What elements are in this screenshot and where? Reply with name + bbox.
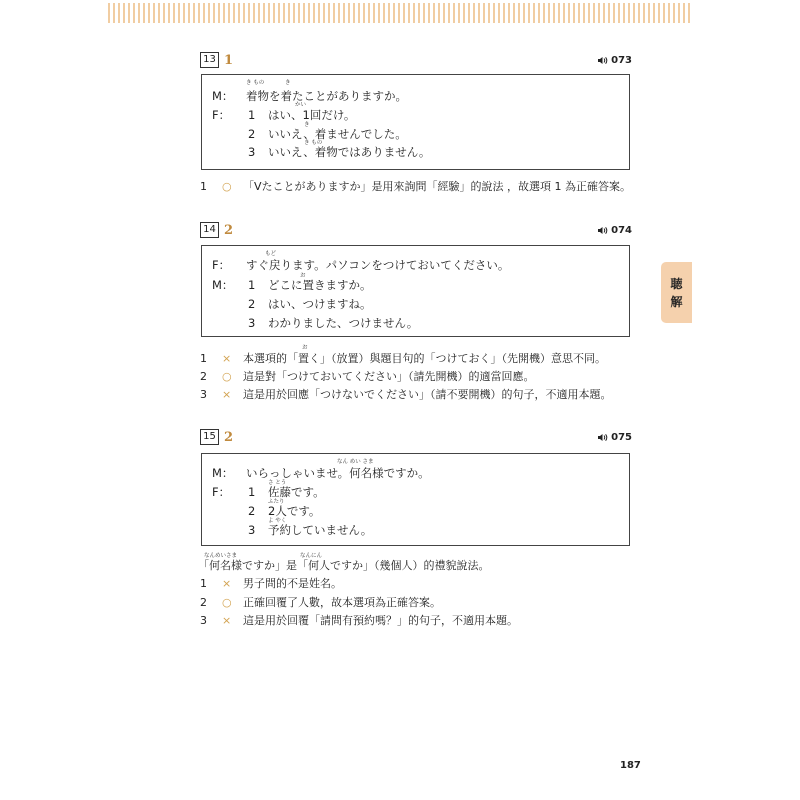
- dialogue-box-13: [201, 74, 630, 170]
- explanation-number: 1: [200, 577, 207, 590]
- explanation-text: 這是用於回覆「請問有預約嗎？」的句子，不適用本題。: [243, 614, 518, 627]
- furigana: なん めい さま: [337, 459, 374, 465]
- furigana: かい: [295, 102, 307, 108]
- explanation-text: 「Vたことがありますか」是用來詢問「經驗」的說法 ，故選項 1 為正確答案。: [243, 180, 632, 193]
- explanation-number: 2: [200, 370, 207, 383]
- dialogue-line: いらっしゃいませ。何名様ですか。: [246, 466, 430, 480]
- speaker-label: M：: [212, 466, 234, 480]
- side-tab-char: 解: [670, 294, 683, 309]
- dialogue-line: どこに置きますか。: [268, 278, 372, 292]
- section-side-tab[interactable]: [661, 262, 692, 323]
- explanation-intro: 「何名様ですか」是「何人ですか」（幾個人）的禮貌說法。: [198, 559, 490, 572]
- speaker-icon: [598, 56, 608, 65]
- option-number: 3: [248, 316, 256, 330]
- option-number: 2: [248, 504, 256, 518]
- explanation-text: 這是對「つけておいてください」（請先開機）的適當回應。: [243, 370, 535, 383]
- answer-number: 2: [224, 429, 234, 445]
- explanation-number: 1: [200, 352, 207, 365]
- speaker-label: F：: [212, 258, 231, 272]
- furigana: なんにん: [300, 553, 323, 559]
- audio-track-number: 074: [611, 224, 632, 236]
- explanation-number: 3: [200, 614, 207, 627]
- audio-track[interactable]: [598, 55, 632, 66]
- option-number: 2: [248, 127, 256, 141]
- dialogue-line: 着物を着たことがありますか。: [246, 89, 407, 103]
- explanation-text: 這是用於回應「つけないでください」（請不要開機）的句子，不適用本題。: [243, 388, 612, 401]
- dialogue-line: すぐ戻ります。パソコンをつけておいてください。: [246, 258, 510, 272]
- furigana: ふたり: [268, 499, 285, 505]
- answer-number: 1: [224, 52, 234, 68]
- furigana: もど: [265, 251, 277, 257]
- page-number: 187: [620, 760, 641, 771]
- dialogue-line: いいえ、着物ではありません。: [268, 145, 431, 159]
- option-number: 1: [248, 108, 256, 122]
- audio-track[interactable]: [598, 225, 632, 236]
- option-number: 2: [248, 297, 256, 311]
- speaker-icon: [598, 226, 608, 235]
- speaker-label: M：: [212, 89, 234, 103]
- speaker-label: F：: [212, 485, 231, 499]
- audio-track-number: 073: [611, 54, 632, 66]
- top-decorative-stripe: [108, 3, 692, 23]
- dialogue-line: いいえ、着ませんでした。: [268, 127, 407, 141]
- audio-track-number: 075: [611, 431, 632, 443]
- audio-track[interactable]: [598, 432, 632, 443]
- correct-mark: ○: [222, 596, 232, 609]
- wrong-mark: ×: [222, 388, 232, 401]
- explanation-number: 3: [200, 388, 207, 401]
- question-13-header: [200, 50, 632, 70]
- furigana: なんめいさま: [204, 553, 238, 559]
- furigana: き もの: [246, 80, 265, 86]
- dialogue-line: はい、つけますね。: [268, 297, 372, 311]
- option-number: 1: [248, 278, 256, 292]
- speaker-label: M：: [212, 278, 234, 292]
- side-tab-char: 聴: [670, 276, 683, 291]
- correct-mark: ○: [222, 180, 232, 193]
- question-number: 15: [200, 429, 219, 445]
- dialogue-box-14: [201, 245, 630, 337]
- dialogue-line: 予約していません。: [268, 523, 373, 537]
- dialogue-line: はい、1回だけ。: [268, 108, 356, 122]
- wrong-mark: ×: [222, 577, 232, 590]
- question-number: 13: [200, 52, 219, 68]
- explanation-text: 男子問的不是姓名。: [243, 577, 342, 590]
- furigana: き もの: [304, 140, 323, 146]
- option-number: 3: [248, 145, 256, 159]
- wrong-mark: ×: [222, 352, 232, 365]
- option-number: 3: [248, 523, 256, 537]
- speaker-icon: [598, 433, 608, 442]
- explanation-number: 2: [200, 596, 207, 609]
- explanation-number: 1: [200, 180, 207, 193]
- explanation-text: 正確回覆了人數，故本選項為正確答案。: [243, 596, 441, 609]
- dialogue-line: わかりました、つけません。: [268, 316, 419, 330]
- furigana: お: [300, 273, 306, 279]
- correct-mark: ○: [222, 370, 232, 383]
- furigana: き: [285, 80, 291, 86]
- furigana: き: [304, 122, 310, 128]
- question-14-header: [200, 220, 632, 240]
- dialogue-box-15: [201, 453, 630, 546]
- answer-number: 2: [224, 222, 234, 238]
- speaker-label: F：: [212, 108, 231, 122]
- question-15-header: [200, 427, 632, 447]
- option-number: 1: [248, 485, 256, 499]
- question-number: 14: [200, 222, 219, 238]
- furigana: さ とう: [268, 480, 287, 486]
- wrong-mark: ×: [222, 614, 232, 627]
- dialogue-line: 佐藤です。: [268, 485, 325, 499]
- furigana: お: [302, 345, 308, 351]
- dialogue-line: 2人です。: [268, 504, 321, 518]
- explanation-text: 本選項的「置く」（放置）與題目句的「つけておく」（先開機）意思不同。: [243, 352, 606, 365]
- furigana: よ やく: [268, 518, 287, 524]
